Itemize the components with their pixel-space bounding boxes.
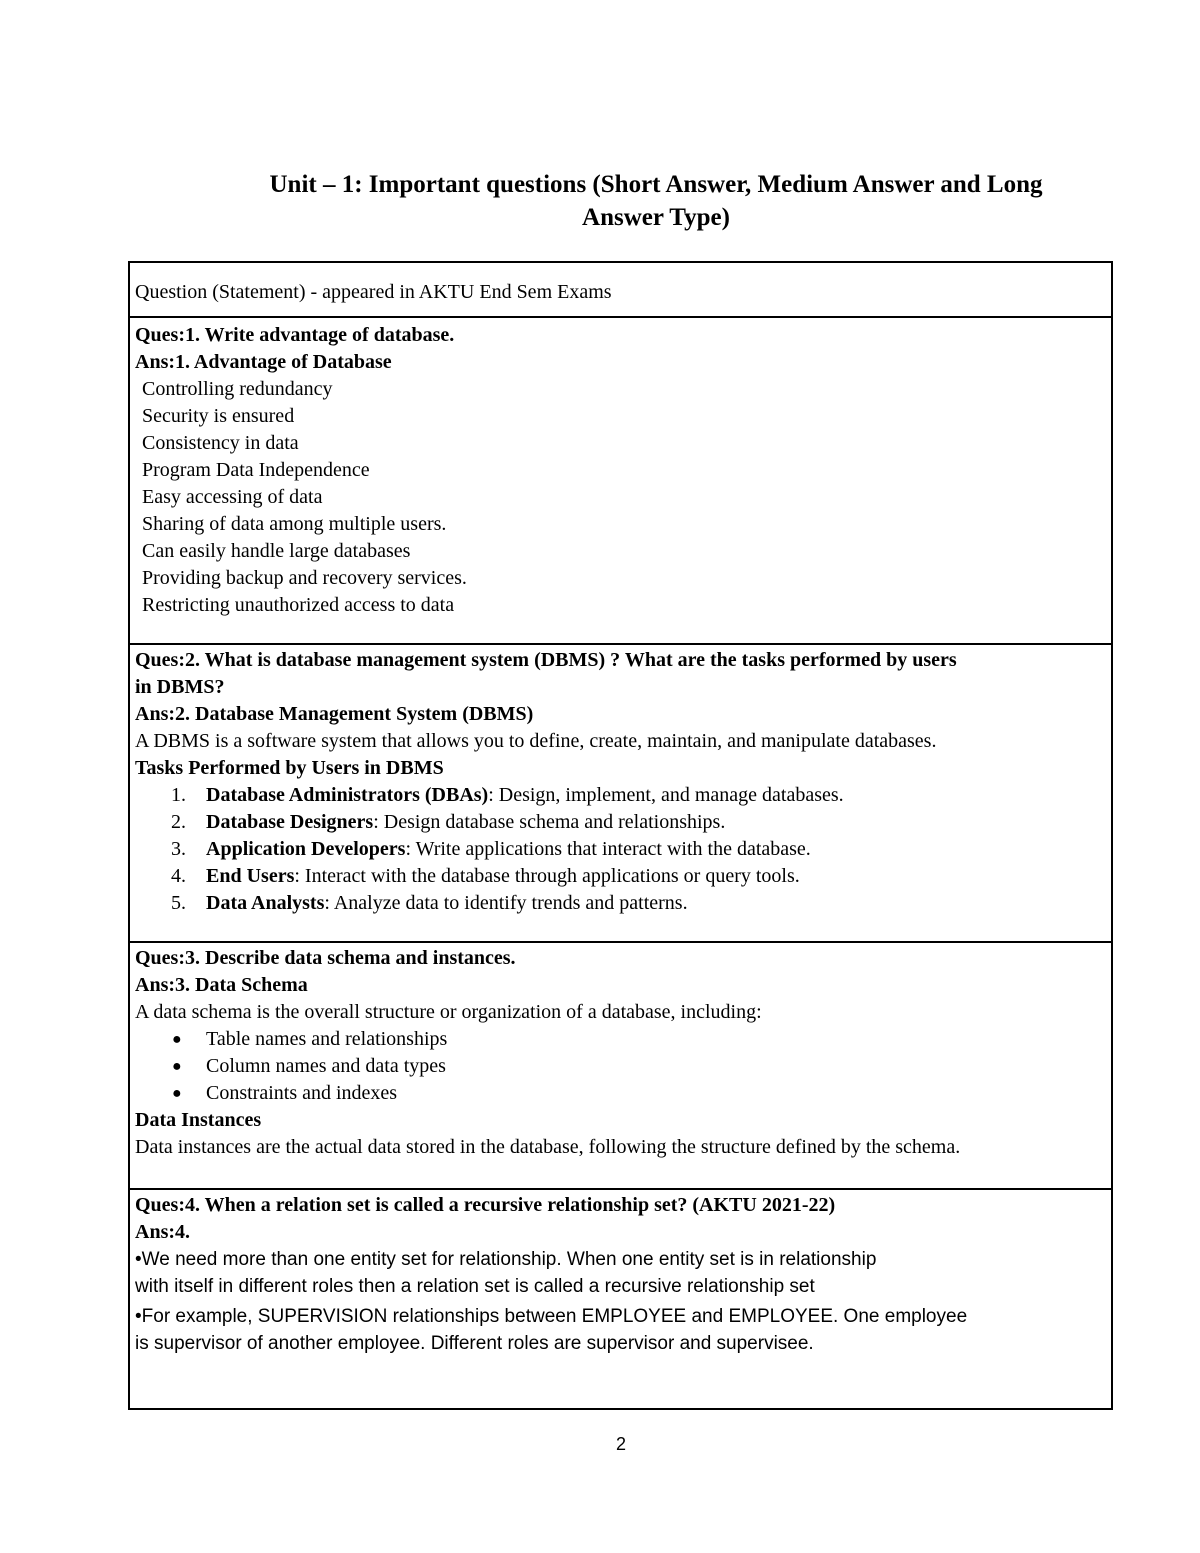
questions-table xyxy=(128,261,1113,1410)
task-item xyxy=(135,863,1111,890)
task-item xyxy=(135,782,1111,809)
table-header-row xyxy=(130,263,1111,318)
task-description: : Design, implement, and manage databases. xyxy=(488,784,844,806)
task-role: Data Analysts xyxy=(206,892,325,914)
question-3-text: Ques:3. Describe data schema and instances. xyxy=(135,947,516,969)
task-description: : Write applications that interact with the database. xyxy=(405,838,811,860)
bullet-text: Column names and data types xyxy=(206,1055,446,1077)
task-role: Application Developers xyxy=(206,838,406,860)
task-role: Database Administrators (DBAs) xyxy=(206,784,489,806)
bullet-text: Constraints and indexes xyxy=(206,1082,398,1104)
list-number: 4. xyxy=(171,865,186,887)
question-2-text-line2: in DBMS? xyxy=(135,676,225,698)
list-item: Security is ensured xyxy=(142,405,295,427)
question-4-text: Ques:4. When a relation set is called a recursive relationship set? (AKTU 2021-22) xyxy=(135,1194,836,1216)
question-2-text-line1: Ques:2. What is database management system (DBMS) ? What are the tasks performed by users xyxy=(135,649,957,671)
bullet-icon: ● xyxy=(172,1085,182,1102)
question-1-row xyxy=(130,316,1111,645)
page-title: Unit – 1: Important questions (Short Answer, Medium Answer and Long Answer Type) xyxy=(269,171,1043,231)
bullet-item xyxy=(135,1053,1111,1080)
table-header-text: Question (Statement) - appeared in AKTU End Sem Exams xyxy=(135,281,612,303)
schema-definition: A data schema is the overall structure or organization of a database, including: xyxy=(135,1001,762,1023)
dbms-definition: A DBMS is a software system that allows you to define, create, maintain, and manipulate databases. xyxy=(135,730,937,752)
task-role: End Users xyxy=(206,865,295,887)
task-item xyxy=(135,836,1111,863)
answer-1-heading: Ans:1. Advantage of Database xyxy=(135,351,392,373)
bullet-icon: ● xyxy=(172,1058,182,1075)
task-item xyxy=(135,809,1111,836)
instances-text: Data instances are the actual data stored in the database, following the structure defined by the schema. xyxy=(135,1136,961,1158)
list-item: Consistency in data xyxy=(142,432,299,454)
question-1-text: Ques:1. Write advantage of database. xyxy=(135,324,455,346)
list-item: Sharing of data among multiple users. xyxy=(142,513,447,535)
answer-3-heading: Ans:3. Data Schema xyxy=(135,974,308,996)
task-description: : Design database schema and relationships. xyxy=(373,811,726,833)
instances-heading: Data Instances xyxy=(135,1109,262,1131)
answer-4-paragraph-2-line-1: •For example, SUPERVISION relationships between EMPLOYEE and EMPLOYEE. One employee xyxy=(135,1306,968,1327)
task-description: : Interact with the database through applications or query tools. xyxy=(294,865,800,887)
list-number: 3. xyxy=(171,838,186,860)
bullet-icon: ● xyxy=(172,1031,182,1048)
list-item: Can easily handle large databases xyxy=(142,540,411,562)
list-item: Easy accessing of data xyxy=(142,486,323,508)
answer-2-heading: Ans:2. Database Management System (DBMS) xyxy=(135,703,534,725)
bullet-item xyxy=(135,1026,1111,1053)
task-item xyxy=(135,890,1111,917)
list-item: Program Data Independence xyxy=(142,459,370,481)
list-number: 5. xyxy=(171,892,186,914)
question-3-row xyxy=(130,941,1111,1190)
answer-4-heading: Ans:4. xyxy=(135,1221,191,1243)
task-description: : Analyze data to identify trends and patterns. xyxy=(324,892,688,914)
answer-4-paragraph-2-line-2: is supervisor of another employee. Different roles are supervisor and supervisee. xyxy=(135,1333,814,1354)
answer-4-paragraph-1-line-2: with itself in different roles then a relation set is called a recursive relationship set xyxy=(135,1276,815,1297)
task-role: Database Designers xyxy=(206,811,374,833)
bullet-item xyxy=(135,1080,1111,1107)
bullet-text: Table names and relationships xyxy=(206,1028,448,1050)
page-number: 2 xyxy=(615,1434,626,1454)
list-item: Controlling redundancy xyxy=(142,378,333,400)
list-number: 2. xyxy=(171,811,186,833)
list-item: Providing backup and recovery services. xyxy=(142,567,467,589)
question-4-row xyxy=(130,1188,1111,1408)
list-item: Restricting unauthorized access to data xyxy=(142,594,455,616)
answer-4-paragraph-1-line-1: •We need more than one entity set for relationship. When one entity set is in relationship xyxy=(135,1249,877,1270)
question-2-row xyxy=(130,643,1111,943)
list-number: 1. xyxy=(171,784,186,806)
tasks-heading: Tasks Performed by Users in DBMS xyxy=(135,757,444,779)
